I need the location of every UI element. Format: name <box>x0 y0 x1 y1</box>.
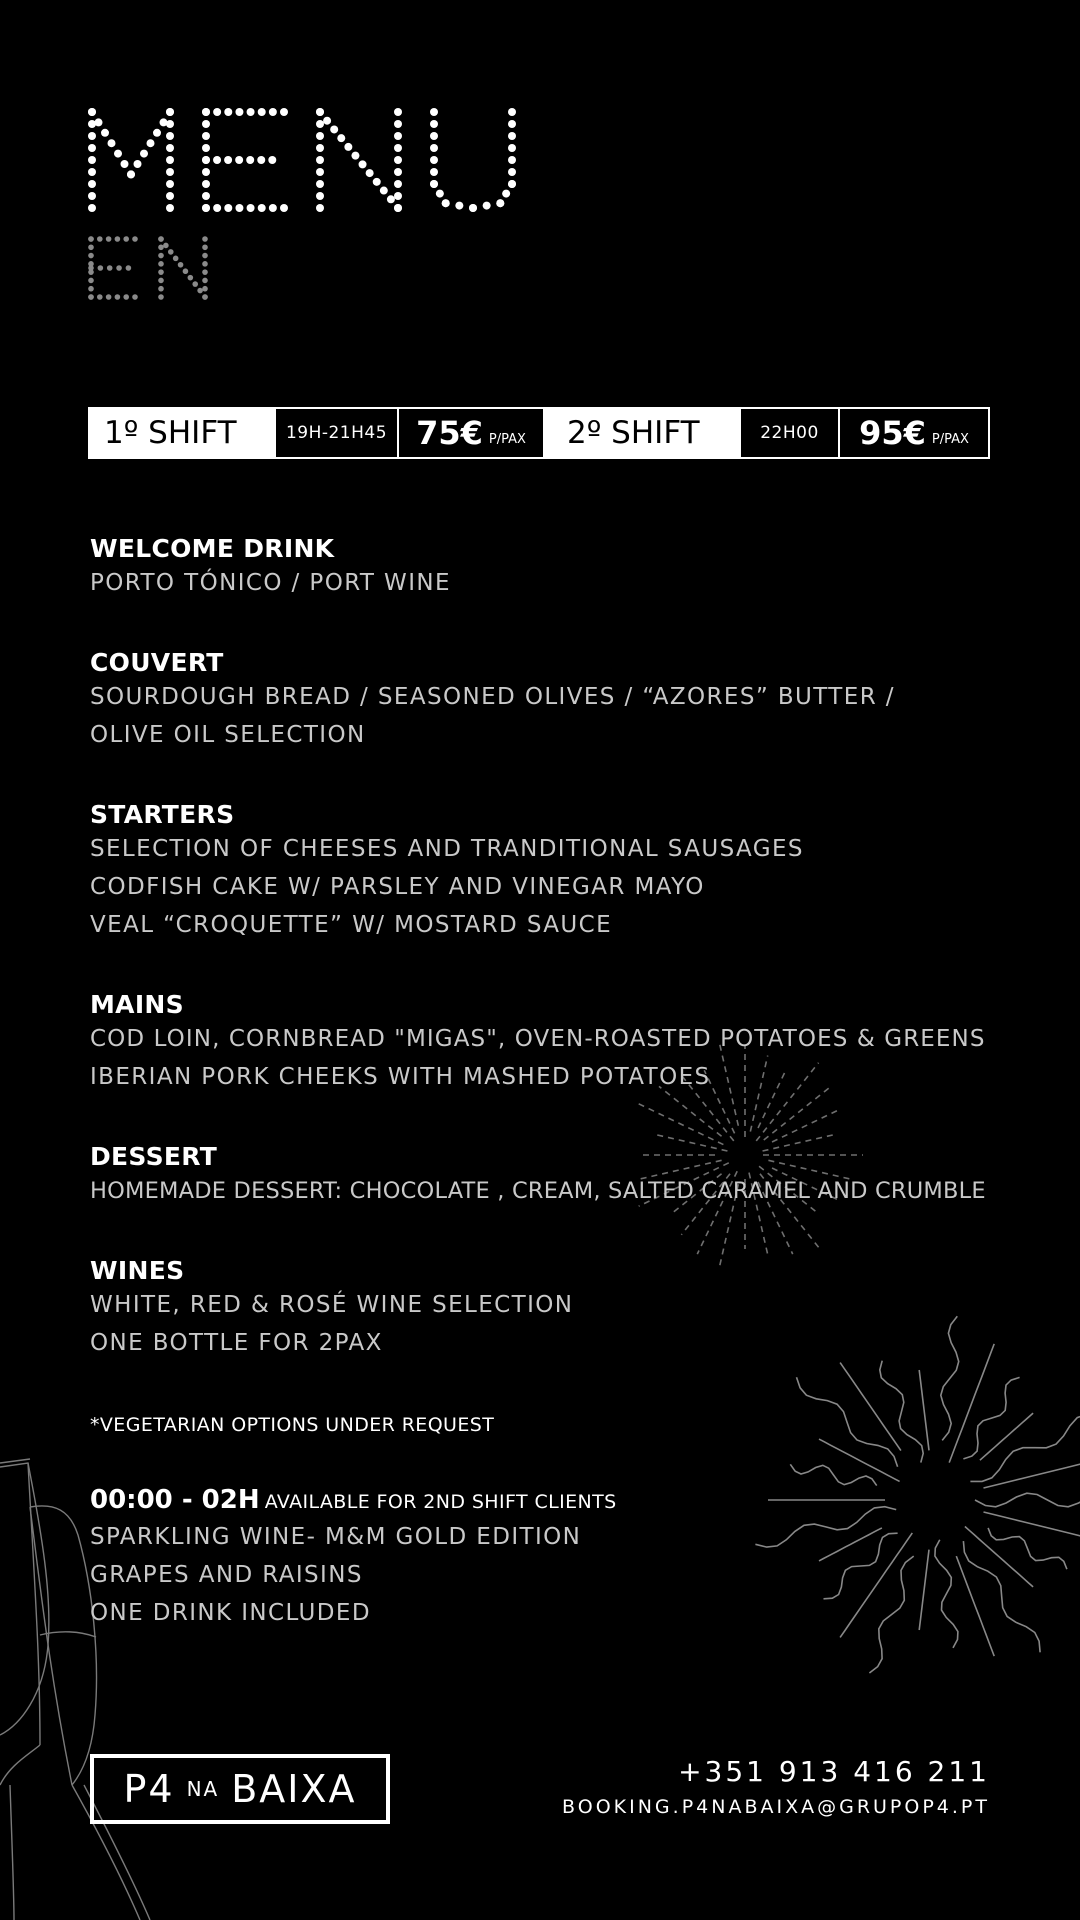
section-heading: STARTERS <box>90 800 235 829</box>
section-wines <box>90 1256 573 1362</box>
logo-part-2: NA <box>186 1777 220 1801</box>
new-year-subtitle: AVAILABLE FOR 2ND SHIFT CLIENTS <box>264 1491 617 1513</box>
menu-item: IBERIAN PORK CHEEKS WITH MASHED POTATOES <box>90 1064 711 1090</box>
menu-item: COD LOIN, CORNBREAD "MIGAS", OVEN-ROASTED POTATOES & GREENS <box>90 1026 986 1052</box>
shift-2-price <box>840 409 988 457</box>
contact-info <box>562 1752 990 1822</box>
menu-item: WHITE, RED & ROSÉ WINE SELECTION <box>90 1292 574 1318</box>
menu-item: SELECTION OF CHEESES AND TRANDITIONAL SAUSAGES <box>90 836 804 862</box>
shift-2-label: 2º SHIFT <box>545 409 741 457</box>
logo-part-1: P4 <box>123 1767 175 1811</box>
menu-item: SOURDOUGH BREAD / SEASONED OLIVES / “AZORES” BUTTER / <box>90 684 895 710</box>
menu-item: CODFISH CAKE W/ PARSLEY AND VINEGAR MAYO <box>90 874 705 900</box>
section-starters <box>90 800 804 944</box>
menu-item: ONE DRINK INCLUDED <box>90 1600 371 1626</box>
menu-item: OLIVE OIL SELECTION <box>90 722 366 748</box>
phone-number[interactable]: +351 913 416 211 <box>678 1755 990 1788</box>
menu-item: PORTO TÓNICO / PORT WINE <box>90 570 451 596</box>
section-heading: WINES <box>90 1256 185 1285</box>
section-new-year <box>90 1518 581 1632</box>
vegetarian-note: *VEGETARIAN OPTIONS UNDER REQUEST <box>90 1414 495 1436</box>
section-heading: WELCOME DRINK <box>90 534 335 563</box>
shift-1-price-value: 75€ <box>416 414 483 452</box>
section-dessert <box>90 1142 986 1210</box>
shift-2-time: 22H00 <box>741 409 840 457</box>
restaurant-logo <box>90 1754 390 1824</box>
menu-item: GRAPES AND RAISINS <box>90 1562 363 1588</box>
menu-item: VEAL “CROQUETTE” W/ MOSTARD SAUCE <box>90 912 613 938</box>
language-label <box>88 236 218 302</box>
shift-1-price <box>399 409 545 457</box>
menu-title <box>88 108 528 213</box>
shift-pricing-bar <box>88 407 990 459</box>
new-year-heading <box>90 1485 617 1515</box>
logo-part-3: BAIXA <box>231 1767 357 1811</box>
section-heading: COUVERT <box>90 648 224 677</box>
section-welcome-drink <box>90 534 451 602</box>
shift-2-price-unit: P/PAX <box>931 431 969 447</box>
shift-2-price-value: 95€ <box>859 414 926 452</box>
section-couvert <box>90 648 895 754</box>
menu-item: HOMEMADE DESSERT: CHOCOLATE , CREAM, SALTED CARAMEL AND CRUMBLE <box>90 1178 986 1204</box>
shift-1-price-unit: P/PAX <box>488 431 526 447</box>
shift-1-time: 19H-21H45 <box>276 409 399 457</box>
menu-item: ONE BOTTLE FOR 2PAX <box>90 1330 383 1356</box>
shift-1-label: 1º SHIFT <box>90 409 276 457</box>
firework-large-icon <box>710 1265 1080 1735</box>
section-heading: MAINS <box>90 990 184 1019</box>
menu-item: SPARKLING WINE- M&M GOLD EDITION <box>90 1524 582 1550</box>
section-heading: DESSERT <box>90 1142 218 1171</box>
email-link[interactable]: BOOKING.P4NABAIXA@GRUPOP4.PT <box>562 1796 990 1818</box>
new-year-time: 00:00 - 02H <box>90 1485 260 1515</box>
section-mains <box>90 990 986 1096</box>
